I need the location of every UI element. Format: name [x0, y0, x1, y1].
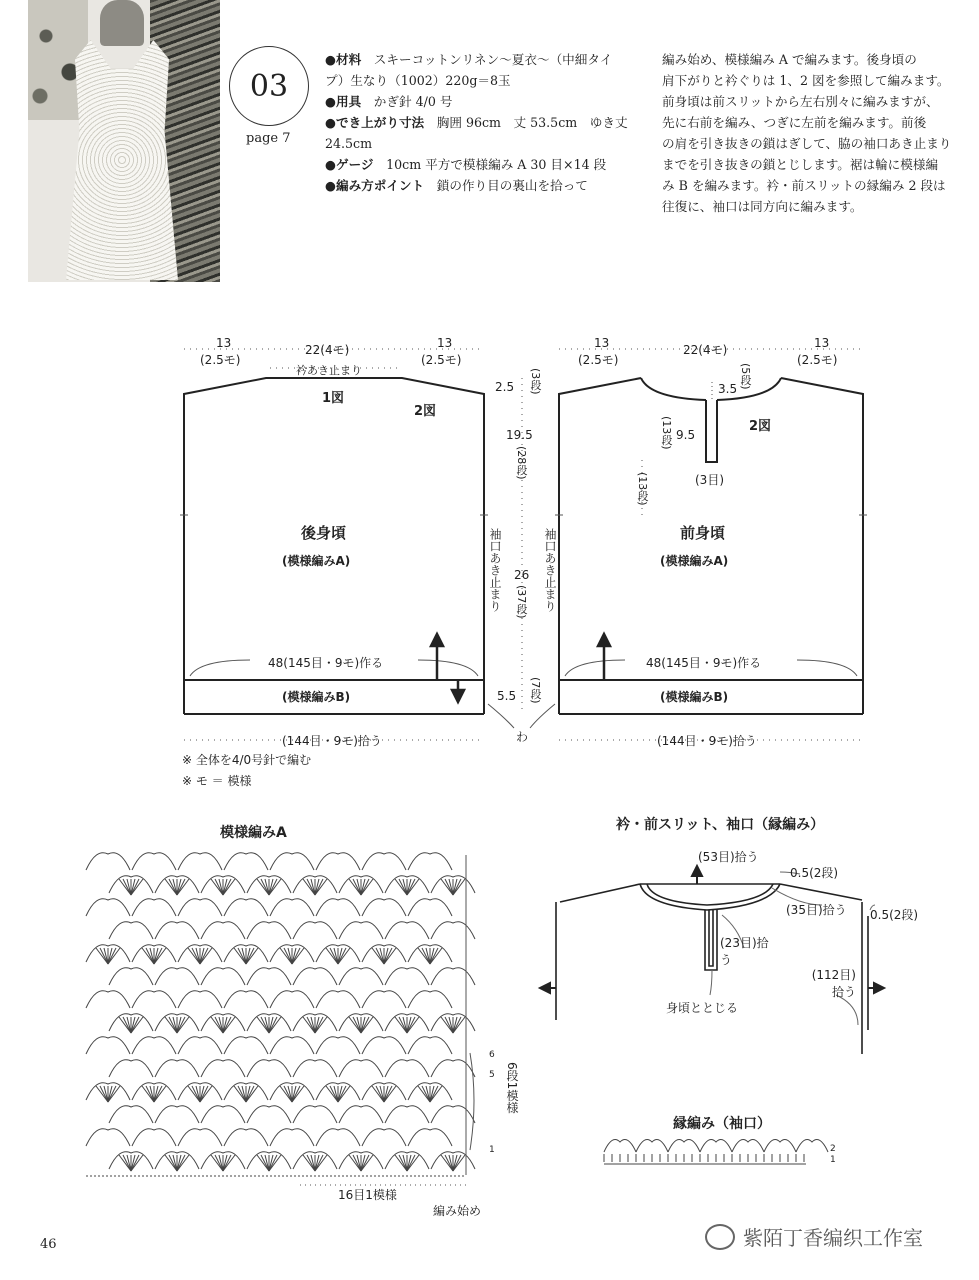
chain-arc — [431, 1060, 475, 1077]
slit-top-rows: (5段) — [739, 363, 752, 390]
small-edging-chart — [604, 1140, 828, 1164]
fan-stitch — [445, 1155, 453, 1171]
chart-a-repeat-brace — [470, 1053, 474, 1150]
spec-text: 10cm 平方で模様編み A 30 目×14 段 — [386, 157, 607, 172]
chain-arc — [109, 1060, 153, 1077]
crochet-chart-a — [86, 853, 475, 1176]
chain-arc — [247, 1060, 291, 1077]
center-dim-3-cm: 26 — [514, 568, 530, 582]
instruction-line: 肩下がりと衿ぐりは 1、2 図を参照して編みます。 — [662, 73, 950, 88]
back-armhole-label: 袖口あき止まり — [488, 528, 502, 612]
chain-arc — [293, 968, 337, 985]
edging-join-curve — [710, 970, 712, 995]
front-cast-on-arc-right — [797, 660, 857, 676]
edging-title: 衿・前スリット、袖口（縁編み） — [616, 817, 825, 833]
chain-arc — [270, 853, 314, 870]
back-arrow-head-up — [431, 634, 443, 646]
edging-picot — [604, 1140, 636, 1152]
center-dim-4-rows: (7段) — [529, 677, 542, 704]
fan-stitch — [215, 1017, 223, 1033]
chain-arc — [339, 1060, 383, 1077]
chain-arc — [201, 1106, 245, 1123]
fan-stitch — [399, 879, 407, 895]
edging-picot — [764, 1140, 796, 1152]
edging-picot — [700, 1140, 732, 1152]
row-mark-1: 1 — [489, 1145, 495, 1155]
fan-stitch — [100, 1086, 108, 1102]
fan-stitch — [284, 948, 292, 964]
front-pick-up: (144目・9モ)拾う — [657, 734, 757, 748]
chain-arc — [316, 1129, 360, 1146]
chain-arc — [86, 1129, 130, 1146]
back-body-title: 後身頃 — [301, 524, 347, 542]
spec-label: ●ゲージ — [325, 157, 374, 172]
center-dim-3-rows: (37段) — [515, 585, 528, 619]
chain-arc — [178, 1129, 222, 1146]
edging-left-arrow-head — [540, 983, 550, 993]
fan-stitch — [445, 1017, 453, 1033]
chain-arc — [155, 1060, 199, 1077]
chain-arc — [109, 968, 153, 985]
instruction-line: の肩を引き抜きの鎖はぎして、脇の袖口あき止まり — [662, 136, 952, 151]
row-mark-5: 5 — [489, 1070, 495, 1080]
fig1-label: 1図 — [322, 391, 345, 406]
back-dim-left-count: (2.5モ) — [200, 353, 241, 367]
chain-arc — [431, 1106, 475, 1123]
fan-stitch — [238, 1086, 246, 1102]
fan-stitch — [146, 948, 154, 964]
fan-stitch — [261, 1017, 269, 1033]
chain-arc — [86, 899, 130, 916]
chain-arc — [178, 899, 222, 916]
chain-arc — [132, 1129, 176, 1146]
chain-arc — [316, 853, 360, 870]
chain-arc — [408, 1129, 452, 1146]
back-cast-on: 48(145目・9モ)作る — [268, 656, 384, 670]
back-dim-right-cm: 13 — [437, 336, 453, 350]
fan-stitch — [353, 1017, 361, 1033]
center-dim-2-rows: (28段) — [515, 446, 528, 480]
chain-arc — [362, 853, 406, 870]
slit-cm: 9.5 — [676, 428, 696, 442]
slit-rows: (13段) — [660, 416, 673, 450]
row-mark-6: 6 — [489, 1050, 495, 1060]
fan-stitch — [146, 1086, 154, 1102]
chain-arc — [316, 1037, 360, 1054]
chain-arc — [155, 968, 199, 985]
instruction-line: 編み始め、模様編み A で編みます。後身頃の — [662, 52, 917, 67]
chain-arc — [270, 1129, 314, 1146]
chain-arc — [362, 899, 406, 916]
chain-arc — [339, 922, 383, 939]
spec-text: 胸囲 96cm 丈 53.5cm ゆき丈 24.5cm — [325, 115, 628, 151]
chain-arc — [385, 968, 429, 985]
fan-stitch — [330, 1086, 338, 1102]
chain-arc — [247, 922, 291, 939]
chain-arc — [316, 991, 360, 1008]
chain-arc — [109, 922, 153, 939]
center-dim-4-cm: 5.5 — [497, 689, 517, 703]
spec-label: ●材料 — [325, 52, 362, 67]
chain-arc — [362, 991, 406, 1008]
pattern-number: 03 — [249, 68, 289, 104]
chain-arc — [385, 1060, 429, 1077]
watermark-text: 紫陌丁香编织工作室 — [743, 1226, 923, 1250]
chain-arc — [224, 899, 268, 916]
chain-arc — [86, 853, 130, 870]
fan-stitch — [192, 1086, 200, 1102]
chain-arc — [201, 922, 245, 939]
fan-stitch — [192, 948, 200, 964]
fan-stitch — [422, 1086, 430, 1102]
chain-arc — [201, 968, 245, 985]
chain-arc — [362, 1129, 406, 1146]
front-right-side — [781, 378, 863, 680]
chain-arc — [293, 1060, 337, 1077]
chain-arc — [293, 922, 337, 939]
edging-picot — [732, 1140, 764, 1152]
chain-arc — [132, 853, 176, 870]
edging-right-arrow-head — [874, 983, 884, 993]
chain-arc — [431, 968, 475, 985]
small-row-mark-1: 1 — [830, 1155, 836, 1165]
back-pattern-a: (模様編みA) — [282, 554, 351, 568]
neck-stop-label: 衿あき止まり — [296, 364, 362, 377]
small-edging-title: 縁編み（袖口） — [673, 1116, 771, 1132]
fan-stitch — [123, 879, 131, 895]
chain-arc — [201, 1060, 245, 1077]
fan-stitch — [100, 948, 108, 964]
fan-stitch — [376, 1086, 384, 1102]
edging-picot — [636, 1140, 668, 1152]
slit-side-rows: (13段) — [636, 472, 649, 506]
back-dim-left-cm: 13 — [216, 336, 232, 350]
chain-arc — [293, 1106, 337, 1123]
front-dim-right-count: (2.5モ) — [797, 353, 838, 367]
front-dim-left-count: (2.5モ) — [578, 353, 619, 367]
wa-label: わ — [516, 730, 529, 744]
chain-arc — [385, 922, 429, 939]
fan-stitch — [422, 948, 430, 964]
edging-neck-arrow-head — [692, 866, 702, 876]
chain-arc — [408, 899, 452, 916]
chain-arc — [132, 991, 176, 1008]
front-cast-on-arc-left — [565, 660, 625, 676]
chart-a-start: 編み始め — [433, 1204, 482, 1218]
edging-slit-outer — [705, 910, 717, 970]
edging-neck-rows: 0.5(2段) — [790, 866, 839, 880]
chart-a-row-repeat: 6段1模様 — [505, 1062, 519, 1114]
instruction-line: 往復に、袖口は同方向に編みます。 — [662, 199, 863, 214]
edging-slit-join: 身頃ととじる — [666, 1001, 739, 1015]
edging-slit-pick: (23目)拾う — [720, 936, 769, 967]
back-pattern-b: (模様編みB) — [282, 690, 351, 704]
fig2-label: 2図 — [414, 404, 437, 419]
fan-stitch — [399, 1155, 407, 1171]
small-row-mark-2: 2 — [830, 1144, 836, 1154]
back-dim-right-count: (2.5モ) — [421, 353, 462, 367]
edging-sleeve-rows: 0.5(2段) — [870, 908, 919, 922]
wa-curve-right — [530, 704, 555, 728]
note-1: ※ 全体を4/0号針で編む — [182, 753, 312, 767]
front-armhole-label: 袖口あき止まり — [543, 528, 557, 612]
fan-stitch — [261, 1155, 269, 1171]
spec-label: ●編み方ポイント — [325, 178, 425, 193]
center-dim-1-rows: (3段) — [529, 368, 542, 395]
edging-slit-inner — [709, 910, 713, 966]
fan-stitch — [399, 1017, 407, 1033]
fan-stitch — [353, 1155, 361, 1171]
slit-top-cm: 3.5 — [718, 382, 738, 396]
fan-stitch — [215, 1155, 223, 1171]
fan-stitch — [261, 879, 269, 895]
chain-arc — [270, 991, 314, 1008]
chain-arc — [408, 991, 452, 1008]
chain-arc — [109, 1106, 153, 1123]
spec-label: ●用具 — [325, 94, 362, 109]
fan-stitch — [284, 1086, 292, 1102]
edging-side-pick: (35目)拾う — [786, 903, 847, 917]
front-pattern-a: (模様編みA) — [660, 554, 729, 568]
front-fig2-label: 2図 — [749, 419, 772, 434]
back-pick-up: (144目・9モ)拾う — [282, 734, 382, 748]
chain-arc — [224, 853, 268, 870]
chain-arc — [270, 1037, 314, 1054]
chain-arc — [132, 1037, 176, 1054]
instruction-line: み B を編みます。衿・前スリットの縁編み 2 段は — [662, 178, 946, 193]
chain-arc — [362, 1037, 406, 1054]
chain-arc — [224, 1129, 268, 1146]
edging-shoulder-right — [780, 884, 862, 900]
chain-arc — [86, 1037, 130, 1054]
chain-arc — [408, 853, 452, 870]
front-slit — [706, 400, 717, 462]
fan-stitch — [307, 1017, 315, 1033]
back-cast-on-arc-right — [418, 660, 478, 676]
chain-arc — [408, 1037, 452, 1054]
instruction-line: 先に右前を編み、つぎに左前を編みます。前後 — [662, 115, 927, 130]
chain-arc — [316, 899, 360, 916]
chain-arc — [132, 899, 176, 916]
watermark — [705, 1222, 923, 1251]
chart-a-title: 模様編みA — [220, 825, 287, 841]
back-arrow-head-down — [452, 690, 464, 702]
chain-arc — [339, 1106, 383, 1123]
front-left-shoulder — [559, 378, 641, 680]
center-dim-1-cm: 2.5 — [495, 380, 515, 394]
edging-neck-pick: (53目)拾う — [698, 850, 759, 864]
instruction-line: 前身頃は前スリットから左右別々に編みますが、 — [662, 94, 939, 109]
spec-text: かぎ針 4/0 号 — [373, 94, 453, 109]
chain-arc — [178, 1037, 222, 1054]
instruction-line: までを引き抜きの鎖とじします。裾は輪に模様編 — [662, 157, 939, 172]
back-dim-center: 22(4モ) — [305, 343, 350, 357]
edging-picot — [796, 1140, 828, 1152]
chain-arc — [178, 991, 222, 1008]
fan-stitch — [307, 1155, 315, 1171]
center-dim-2-cm: 19.5 — [506, 428, 533, 442]
chain-arc — [431, 922, 475, 939]
fan-stitch — [169, 879, 177, 895]
chain-arc — [224, 1037, 268, 1054]
chain-arc — [247, 968, 291, 985]
chain-arc — [178, 853, 222, 870]
slit-width: (3目) — [695, 473, 724, 487]
front-pattern-b: (模様編みB) — [660, 690, 729, 704]
chain-arc — [247, 1106, 291, 1123]
chart-a-stitch-repeat: 16目1模様 — [338, 1188, 397, 1202]
front-arrow-head-up — [598, 634, 610, 646]
fan-stitch — [123, 1017, 131, 1033]
front-dim-center: 22(4モ) — [683, 343, 728, 357]
chain-arc — [224, 991, 268, 1008]
front-dim-right-cm: 13 — [814, 336, 830, 350]
chain-arc — [86, 991, 130, 1008]
spec-text: スキーコットンリネン〜夏衣〜（中細タイプ）生なり（1002）220g＝8玉 — [325, 52, 613, 88]
spec-text: 鎖の作り目の裏山を拾って — [436, 178, 588, 193]
fan-stitch — [445, 879, 453, 895]
wechat-icon — [705, 1224, 735, 1250]
fan-stitch — [307, 879, 315, 895]
fan-stitch — [330, 948, 338, 964]
spec-label: ●でき上がり寸法 — [325, 115, 425, 130]
fan-stitch — [376, 948, 384, 964]
front-cast-on: 48(145目・9モ)作る — [646, 656, 762, 670]
fan-stitch — [238, 948, 246, 964]
page-number: 46 — [40, 1237, 57, 1252]
fan-stitch — [169, 1017, 177, 1033]
page-reference: page 7 — [246, 131, 291, 146]
fan-stitch — [215, 879, 223, 895]
fan-stitch — [123, 1155, 131, 1171]
chain-arc — [270, 899, 314, 916]
front-dim-left-cm: 13 — [594, 336, 610, 350]
note-2: ※ モ ＝ 模様 — [182, 774, 252, 788]
fan-stitch — [169, 1155, 177, 1171]
chain-arc — [385, 1106, 429, 1123]
back-cast-on-arc-left — [190, 660, 250, 676]
edging-shoulder-left — [560, 884, 640, 902]
chain-arc — [155, 922, 199, 939]
chain-arc — [339, 968, 383, 985]
edging-sleeve-pick: (112目)拾う — [811, 968, 856, 999]
fan-stitch — [353, 879, 361, 895]
front-body-title: 前身頃 — [680, 524, 726, 542]
wa-curve-left — [488, 704, 514, 728]
edging-picot — [668, 1140, 700, 1152]
front-neck-left — [641, 378, 706, 400]
chain-arc — [155, 1106, 199, 1123]
